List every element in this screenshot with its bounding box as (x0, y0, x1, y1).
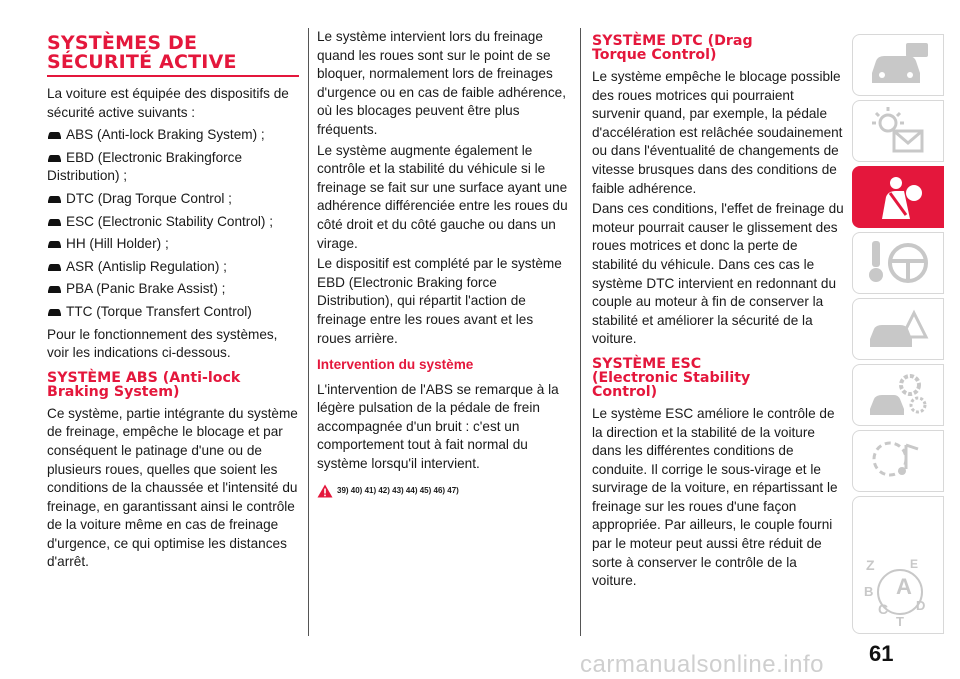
list-item: ESC (Electronic Stability Control) ; (47, 213, 299, 232)
breakdown-triangle-icon (866, 303, 930, 355)
dtc-para-2: Dans ces conditions, l'effet de freinage du moteur pourrait causer le glissement des roues motrices et donc la perte de stabilité du véhicule. Dans ces cas le système DTC intervient en redonnant du couple au moteur à fin de conserver la stabilité et améliorer la sécurité de la voiture. (592, 201, 844, 347)
warning-triangle-icon (317, 484, 333, 498)
car-dashboard-icon (866, 39, 930, 91)
intervention-text: L'intervention de l'ABS se remarque à la légère pulsation de la pédale de frein accompagnée d'un bruit : c'est un comportement tout à fait normal du système lorsqu'il intervient. (317, 381, 559, 472)
car-bullet-icon (47, 307, 62, 317)
list-item: HH (Hill Holder) ; (47, 235, 299, 254)
tab-warning-lights[interactable] (852, 100, 944, 162)
tab-starting-driving[interactable] (852, 232, 944, 294)
tab-maintenance[interactable] (852, 364, 944, 426)
tab-multimedia[interactable] (852, 430, 944, 492)
dtc-heading: SYSTÈME DTC (Drag Torque Control) (592, 33, 753, 63)
list-item: EBD (Electronic Brakingforce Distribution) ; (47, 149, 243, 184)
car-bullet-icon (47, 194, 62, 204)
tab-emergency[interactable] (852, 298, 944, 360)
car-bullet-icon (47, 130, 62, 140)
tab-car-dashboard[interactable] (852, 34, 944, 96)
airbag-seatbelt-icon (866, 171, 930, 223)
page-number: 61 (869, 641, 894, 666)
systems-list (47, 126, 299, 321)
warning-refs-text: 39) 40) 41) 42) 43) 44) 45) 46) 47) (337, 485, 459, 495)
multimedia-music-icon (866, 435, 930, 487)
abs-para-3: Le dispositif est complété par le système EBD (Electronic Braking force Distribution), qui répartit l'action de freinage entre les roues avant et les roues arrière. (317, 256, 562, 346)
car-bullet-icon (47, 284, 62, 294)
column-3 (592, 28, 844, 593)
heading-underline (47, 75, 299, 77)
car-bullet-icon (47, 217, 62, 227)
after-list-text: Pour le fonctionnement des systèmes, voir les indications ci-dessous. (47, 326, 278, 361)
esc-heading: SYSTÈME ESC (Electronic Stability Control) (592, 355, 751, 400)
list-item: PBA (Panic Brake Assist) ; (47, 280, 299, 299)
list-item: ABS (Anti-lock Braking System) ; (47, 126, 299, 145)
dtc-para-1: Le système empêche le blocage possible des roues motrices qui pourraient survenir quand, par exemple, la pédale d'accélération est relâchée soudainement ou dans l'éventualité de changements de vitesse brusques dans des conditions de faible adhérence. (592, 69, 843, 196)
intervention-heading: Intervention du système (317, 357, 474, 373)
index-letter: D (916, 598, 926, 613)
car-bullet-icon (47, 153, 62, 163)
warning-lights-icon (866, 105, 930, 157)
list-item: ASR (Antislip Regulation) ; (47, 258, 299, 277)
key-steering-wheel-icon (866, 237, 930, 289)
index-letter: B (864, 584, 874, 599)
watermark: carmanualsonline.info (580, 651, 824, 678)
abs-text: Ce système, partie intégrante du système de freinage, empêche le blocage et par conséquent le patinage d'une ou de plusieurs roues, quelles que soient les conditions de la chaussée et l'intensité du freinage, en garantissant ainsi le contrôle de la voiture même en cas de freinage d'urgence, ce qui optimise les distances d'arrêt. (47, 405, 298, 570)
index-letter: C (878, 601, 889, 617)
tab-safety[interactable] (852, 166, 944, 228)
column-divider (308, 28, 309, 636)
column-2 (317, 28, 569, 500)
column-1 (47, 28, 299, 574)
car-bullet-icon (47, 262, 62, 272)
warning-references (317, 482, 569, 501)
section-heading-active-safety: SYSTÈMES DE SÉCURITÉ ACTIVE (47, 32, 237, 73)
list-item: DTC (Drag Torque Control ; (47, 190, 299, 209)
index-letter: Z (866, 557, 875, 573)
index-letter: A (896, 574, 912, 599)
car-bullet-icon (47, 239, 62, 249)
maintenance-gears-icon (866, 369, 930, 421)
index-letter: E (910, 557, 919, 571)
column-divider (580, 28, 581, 636)
intro-text: La voiture est équipée des dispositifs de sécurité active suivants : (47, 86, 289, 120)
alphabetical-index-icon (860, 556, 936, 636)
index-letter: T (896, 614, 904, 629)
abs-para-1: Le système intervient lors du freinage quand les roues sont sur le point de se bloquer, normalement lors de freinages d'urgence ou en cas de faible adhérence, où les blocages peuvent être plus fréquents. (317, 29, 566, 137)
list-item: TTC (Torque Transfert Control) (47, 303, 299, 322)
abs-heading: SYSTÈME ABS (Anti-lock Braking System) (47, 369, 241, 400)
abs-para-2: Le système augmente également le contrôle et la stabilité du véhicule si le freinage se fait sur une surface ayant une adhérence différenciée entre les roues du côté droit et du côté gauche ou dans un virage. (317, 142, 568, 251)
tab-index[interactable] (852, 496, 944, 634)
esc-text: Le système ESC améliore le contrôle de la direction et la stabilité de la voiture dans les différentes conditions de conduite. Il corrige le sous-virage et le survirage de la voiture, en répartissant le freinage sur les roues d'une façon appropriée. Par ailleurs, le couple fourni par le moteur peut aussi être réduit de sorte à conserver le contrôle de la voiture. (592, 405, 838, 589)
